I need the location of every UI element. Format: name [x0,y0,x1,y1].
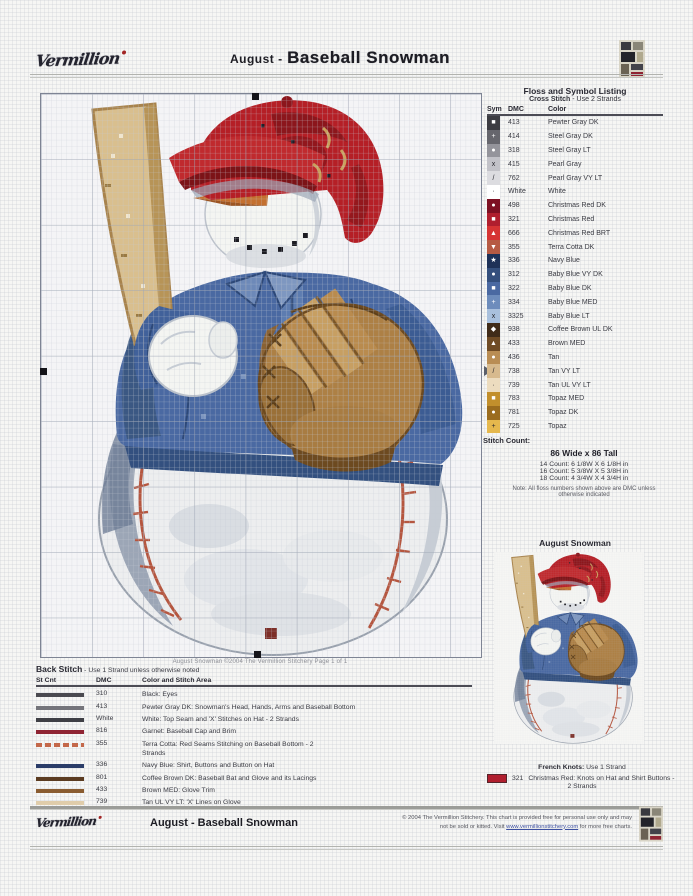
legend-row [487,378,663,392]
backstitch-col-area: Color and Stitch Area [142,677,212,684]
legend-row [487,130,663,144]
french-knots-title-bold: French Knots: [538,764,585,771]
legend-color-name: Tan VY LT [548,367,581,375]
legend-swatch [487,406,500,420]
legend-title: Floss and Symbol Listing [523,86,627,96]
legend-row [487,268,663,282]
footer-brand-text: Vermillion [34,814,97,831]
legend-col-color: Color [548,106,567,113]
legend-color-name: Christmas Red [548,215,595,223]
legend-dmc: 433 [508,340,520,348]
legend-symbol: ● [491,202,496,210]
legend-symbol: / [492,367,495,375]
backstitch-swatch [36,706,84,710]
backstitch-dmc: 801 [96,773,108,781]
backstitch-swatch [36,789,84,793]
backstitch-rows [36,690,472,807]
legend-dmc: 312 [508,271,520,279]
legend-row [487,295,663,309]
legend-row [487,351,663,365]
footer-website-link[interactable]: www.vermillionstitchery.com [506,823,579,830]
legend-symbol: + [491,133,496,141]
legend-row [487,364,663,378]
footer-divider [30,806,663,810]
legend-swatch [487,130,500,144]
backstitch-swatch [36,718,84,722]
legend-subtitle-rest: - Use 2 Strands [570,96,621,103]
backstitch-col-stcnt: St Cnt [36,677,57,684]
brand-logo-text: Vermillion [34,48,121,71]
backstitch-row [36,715,472,724]
legend-dmc: 321 [508,215,520,223]
legend-dmc: 738 [508,367,520,375]
legend-color-name: Topaz DK [548,409,579,417]
legend-color-name: Tan UL VY LT [548,381,591,389]
backstitch-swatch [36,801,84,805]
legend-swatch [487,240,500,254]
legend-symbol: x [491,160,496,168]
brand-logo-dot [122,50,127,54]
legend-symbol: + [491,422,496,430]
french-knot-text2: 2 Strands [567,783,597,790]
bottom-divider [30,846,663,850]
legend-color-name: Pewter Gray DK [548,119,599,127]
chart-artwork [41,94,481,657]
backstitch-row [36,703,472,712]
backstitch-header-row [36,677,472,687]
backstitch-swatch [36,777,84,781]
legend-symbol: x [491,312,496,320]
legend-dmc: 762 [508,174,520,182]
legend-rows [487,116,663,433]
legend-swatch [487,116,500,130]
legend-row [487,420,663,434]
legend-row [487,157,663,171]
backstitch-text-line1: Black: Eyes [142,691,178,699]
stitch-count-note1: Note: All floss numbers shown above are DMC unless [512,486,656,492]
backstitch-dmc: 413 [96,702,108,710]
legend-row [487,116,663,130]
legend-symbol: ★ [490,257,497,265]
legend-swatch [487,171,500,185]
legend-swatch [487,157,500,171]
legend-symbol: ▼ [490,243,497,251]
backstitch-swatch [36,730,84,734]
stitch-count-size: 86 Wide x 86 Tall [550,448,618,458]
backstitch-text [142,761,274,770]
legend-swatch [487,268,500,282]
floss-legend [487,86,663,433]
french-knots-title [487,764,677,771]
backstitch-title [36,664,472,674]
legend-color-name: Baby Blue MED [548,298,598,306]
legend-color-name: Tan [548,353,560,361]
legend-color-name: Steel Gray DK [548,133,593,141]
legend-col-dmc: DMC [508,106,524,113]
legend-row [487,323,663,337]
page-title-month: August - [229,52,283,66]
legend-symbol: ■ [491,284,496,292]
legend-dmc: 322 [508,284,520,292]
legend-swatch [487,144,500,158]
legend-color-name: Christmas Red BRT [548,229,611,237]
backstitch-title-rest: - Use 1 Strand unless otherwise noted [82,667,200,674]
cross-stitch-chart [40,93,482,658]
legend-dmc: 783 [508,395,520,403]
legend-col-sym: Sym [487,106,502,113]
backstitch-title-bold: Back Stitch [36,664,83,674]
center-marker-left [40,368,47,375]
legend-swatch [487,254,500,268]
stitch-count-label: Stitch Count: [483,436,531,445]
legend-symbol: ● [491,409,496,417]
legend-color-name: Coffee Brown UL DK [548,326,613,334]
legend-dmc: 938 [508,326,520,334]
legend-dmc: 781 [508,409,520,417]
header-divider [30,74,663,78]
backstitch-block [36,664,472,807]
backstitch-swatch [36,743,84,747]
legend-symbol: ■ [491,215,496,223]
legend-color-name: Christmas Red DK [548,202,606,210]
backstitch-text-line1: Pewter Gray DK: Snowman's Head, Hands, Arms and Baseball Bottom [142,703,356,711]
legend-row [487,213,663,227]
page-title-main: Baseball Snowman [287,48,451,67]
legend-symbol: · [492,188,495,196]
stitch-count-block [483,436,685,498]
legend-symbol: ▲ [490,229,497,237]
backstitch-row [36,761,472,770]
legend-row [487,309,663,323]
footer-fine-line2-pre: not be sold or kitted. Visit [439,823,507,830]
legend-dmc: White [508,188,526,196]
legend-swatch [487,420,500,434]
backstitch-dmc: 310 [96,690,108,698]
legend-row [487,199,663,213]
legend-dmc: 334 [508,298,520,306]
legend-dmc: 318 [508,146,520,154]
legend-swatch [487,364,500,378]
legend-color-name: Baby Blue LT [548,312,590,320]
legend-dmc: 415 [508,160,520,168]
legend-dmc: 413 [508,119,520,127]
backstitch-row [36,727,472,736]
legend-dmc: 436 [508,353,520,361]
legend-symbol: ▲ [490,340,497,348]
footer-fine-line2 [360,823,632,832]
center-marker-top [252,93,259,100]
preview-thumbnail [494,552,644,744]
chart-caption: August Snowman ©2004 The Vermillion Stitchery Page 1 of 1 [172,659,348,665]
backstitch-dmc: 739 [96,798,108,806]
legend-symbol: · [492,381,495,389]
legend-swatch [487,378,500,392]
legend-swatch [487,226,500,240]
legend-color-name: Baby Blue VY DK [548,271,603,279]
footer-title: August - Baseball Snowman [150,817,298,829]
legend-row [487,254,663,268]
legend-swatch [487,351,500,365]
backstitch-text [142,703,355,712]
footer-brand-logo [35,814,102,830]
backstitch-dmc: White [96,714,114,722]
legend-color-name: White [548,188,566,196]
legend-header-row [487,106,663,116]
legend-color-name: Terra Cotta DK [548,243,595,251]
backstitch-row [36,740,472,758]
backstitch-dmc: 433 [96,785,108,793]
legend-swatch [487,199,500,213]
legend-row [487,171,663,185]
footer-fine-line1: © 2004 The Vermillion Stitchery. This chart is provided free for personal use only and may [402,815,632,821]
footer-brand-dot [98,816,101,819]
legend-symbol: + [491,298,496,306]
backstitch-text-line1: Brown MED: Glove Trim [142,786,215,794]
backstitch-text [142,690,178,699]
legend-dmc: 414 [508,133,520,141]
legend-row [487,226,663,240]
legend-row [487,337,663,351]
backstitch-dmc: 336 [96,761,108,769]
legend-swatch [487,309,500,323]
legend-symbol: ■ [491,395,496,403]
french-knot-text: Christmas Red: Knots on Hat and Shirt Buttons - [528,775,675,782]
legend-color-name: Steel Gray LT [548,146,591,154]
backstitch-text [142,740,314,758]
french-knot-dmc: 321 [512,775,524,782]
legend-subtitle-bold: Cross Stitch [529,96,571,103]
backstitch-text-line1: Garnet: Baseball Cap and Brim [142,728,237,736]
footer-fine-line2-post: for more free charts. [578,823,632,830]
backstitch-row [36,786,472,795]
legend-dmc: 666 [508,229,520,237]
backstitch-text-line1: Terra Cotta: Red Seams Stitching on Baseball Bottom - 2 [142,740,314,748]
stitch-count-note2: otherwise indicated [558,492,610,498]
backstitch-swatch [36,764,84,768]
french-knots-block [487,764,677,790]
legend-subtitle [487,96,663,103]
legend-swatch [487,185,500,199]
backstitch-col-dmc: DMC [96,677,112,684]
legend-color-name: Baby Blue DK [548,284,592,292]
backstitch-text-line2: Strands [142,749,166,757]
legend-swatch [487,337,500,351]
legend-symbol: ● [491,353,496,361]
legend-symbol: ◆ [490,326,497,334]
footer-fine-print [360,814,632,831]
backstitch-text-line1: Navy Blue: Shirt, Buttons and Button on Hat [142,762,275,770]
legend-symbol: ● [491,271,496,279]
legend-row [487,392,663,406]
page-title [170,48,510,68]
count-line-16: 16 Count: 5 3/8W X 5 3/8H in [539,468,629,475]
backstitch-text-line1: White: Top Seam and 'X' Stitches on Hat - 2 Strands [142,715,299,723]
backstitch-text-line1: Coffee Brown DK: Baseball Bat and Glove and its Lacings [142,774,317,782]
backstitch-text [142,715,299,724]
count-line-14: 14 Count: 6 1/8W X 6 1/8H in [539,461,629,468]
page-stamp-icon [619,40,645,78]
french-knot-row [487,774,677,783]
legend-row [487,185,663,199]
legend-dmc: 355 [508,243,520,251]
legend-color-name: Pearl Gray VY LT [548,174,603,182]
legend-swatch [487,213,500,227]
legend-row [487,144,663,158]
legend-color-name: Pearl Gray [548,160,582,168]
legend-row [487,406,663,420]
backstitch-text [142,727,236,736]
legend-swatch [487,392,500,406]
legend-dmc: 739 [508,381,520,389]
legend-color-name: Topaz MED [548,395,585,403]
backstitch-row [36,774,472,783]
center-marker-bottom [254,651,261,658]
legend-symbol: ■ [491,119,496,127]
count-line-18: 18 Count: 4 3/4W X 4 3/4H in [539,475,629,482]
legend-color-name: Topaz [548,422,567,430]
backstitch-text [142,774,316,783]
legend-swatch [487,282,500,296]
legend-row [487,240,663,254]
french-knot-swatch [487,774,507,783]
legend-symbol: ● [491,146,496,154]
brand-logo [34,48,126,70]
backstitch-dmc: 355 [96,739,108,747]
backstitch-swatch [36,693,84,697]
backstitch-text-line1: Tan UL VY LT: 'X' Lines on Glove [142,799,241,807]
preview-title: August Snowman [539,538,611,548]
french-knots-title-rest: Use 1 Strand [584,764,626,771]
legend-swatch [487,323,500,337]
legend-dmc: 3325 [508,312,524,320]
legend-color-name: Brown MED [548,340,586,348]
legend-swatch [487,295,500,309]
backstitch-row [36,690,472,699]
legend-color-name: Navy Blue [548,257,580,265]
legend-dmc: 498 [508,202,520,210]
legend-symbol: / [492,174,495,182]
legend-row [487,282,663,296]
backstitch-text [142,786,215,795]
footer-stamp-icon [639,805,663,843]
backstitch-dmc: 816 [96,727,108,735]
legend-dmc: 725 [508,422,520,430]
legend-dmc: 336 [508,257,520,265]
